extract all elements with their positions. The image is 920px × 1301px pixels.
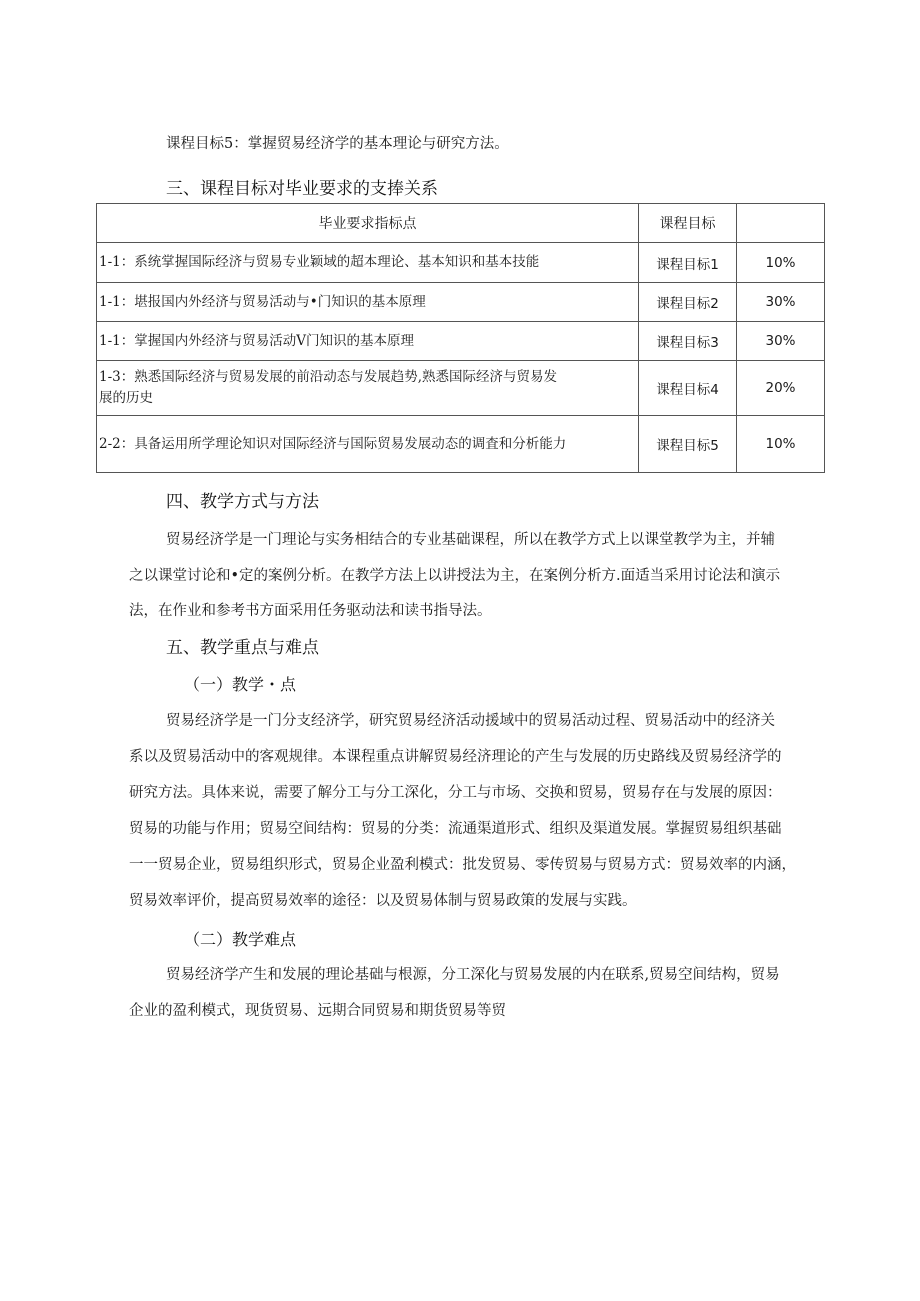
goal-cell: 课程目标2 <box>639 283 737 322</box>
header-requirement: 毕业要求指标点 <box>97 204 639 243</box>
goal-cell: 课程目标4 <box>639 361 737 416</box>
requirement-line-2: 展的历史 <box>99 390 153 406</box>
subsection-difficulties-heading: （二）教学难点 <box>184 930 297 949</box>
weight-cell: 30% <box>737 283 825 322</box>
paragraph-line: 贸易的功能与作用；贸易空间结构：贸易的分类：流通渠道形式、组织及渠道发展。掌握贸易组织基础 <box>129 821 782 837</box>
table-row <box>97 243 825 283</box>
requirement-cell: 1-1：掌握国内外经济与贸易活动V门知识的基本原理 <box>97 322 639 361</box>
paragraph-line: 法，在作业和参考书方面采用任务驱动法和读书指导法。 <box>129 603 492 619</box>
requirement-line-1: 1-3：熟悉国际经济与贸易发展的前沿动态与发展趋势,熟悉国际经济与贸易发 <box>99 369 558 385</box>
requirement-cell: 1-1：系统掌握国际经济与贸易专业颖域的超本理论、基本知识和基本技能 <box>97 243 639 283</box>
paragraph-line: 一一贸易企业，贸易组织形式，贸易企业盈利模式：批发贸易、零传贸易与贸易方式：贸易效率的内涵， <box>129 857 796 873</box>
section4-heading: 四、教学方式与方法 <box>166 492 319 512</box>
goal-cell: 课程目标5 <box>639 416 737 473</box>
section3-heading: 三、课程目标对毕业要求的支捧关系 <box>166 179 438 199</box>
table-row <box>97 416 825 473</box>
table-row <box>97 322 825 361</box>
requirement-cell: 1-1：堪报国内外经济与贸易活动与•门知识的基本原理 <box>97 283 639 322</box>
table-header-row <box>97 204 825 243</box>
paragraph-line: 贸易效率评价，提高贸易效率的途径：以及贸易体制与贸易政策的发展与实践。 <box>129 893 637 909</box>
support-table <box>96 203 825 473</box>
goal-cell: 课程目标1 <box>639 243 737 283</box>
paragraph-line: 研究方法。具体来说，需要了解分工与分工深化，分工与市场、交换和贸易，贸易存在与发展的原因： <box>129 785 782 801</box>
table-row <box>97 361 825 416</box>
paragraph-line: 之以课堂讨论和•定的案例分析。在教学方法上以讲授法为主，在案例分析方.面适当采用讨论法和演示 <box>129 568 781 584</box>
subsection-key-points-heading: （一）教学・点 <box>184 675 297 694</box>
weight-cell: 10% <box>737 416 825 473</box>
paragraph-line: 系以及贸易活动中的客观规律。本课程重点讲解贸易经济理论的产生与发展的历史路线及贸易经济学的 <box>129 749 782 765</box>
weight-cell: 20% <box>737 361 825 416</box>
paragraph-line: 贸易经济学是一门分支经济学，研究贸易经济活动援域中的贸易活动过程、贸易活动中的经济关 <box>166 713 775 729</box>
paragraph-line: 贸易经济学是一门理论与实务相结合的专业基础课程，所以在教学方式上以课堂教学为主，并辅 <box>166 532 775 548</box>
requirement-cell <box>97 361 639 416</box>
goal-cell: 课程目标3 <box>639 322 737 361</box>
course-goal-5: 课程目标5：掌握贸易经济学的基本理论与研究方法。 <box>166 136 509 152</box>
header-goal: 课程目标 <box>639 204 737 243</box>
section5-heading: 五、教学重点与难点 <box>166 638 319 658</box>
table-row <box>97 283 825 322</box>
paragraph-line: 企业的盈利模式，现货贸易、远期合同贸易和期货贸易等贸 <box>129 1003 506 1019</box>
header-weight <box>737 204 825 243</box>
requirement-cell: 2-2：具备运用所学理论知识对国际经济与国际贸易发展动态的调査和分析能力 <box>97 416 639 473</box>
weight-cell: 30% <box>737 322 825 361</box>
paragraph-line: 贸易经济学产生和发展的理论基础与根源，分工深化与贸易发展的内在联系,贸易空间结构，贸易 <box>166 967 780 983</box>
weight-cell: 10% <box>737 243 825 283</box>
